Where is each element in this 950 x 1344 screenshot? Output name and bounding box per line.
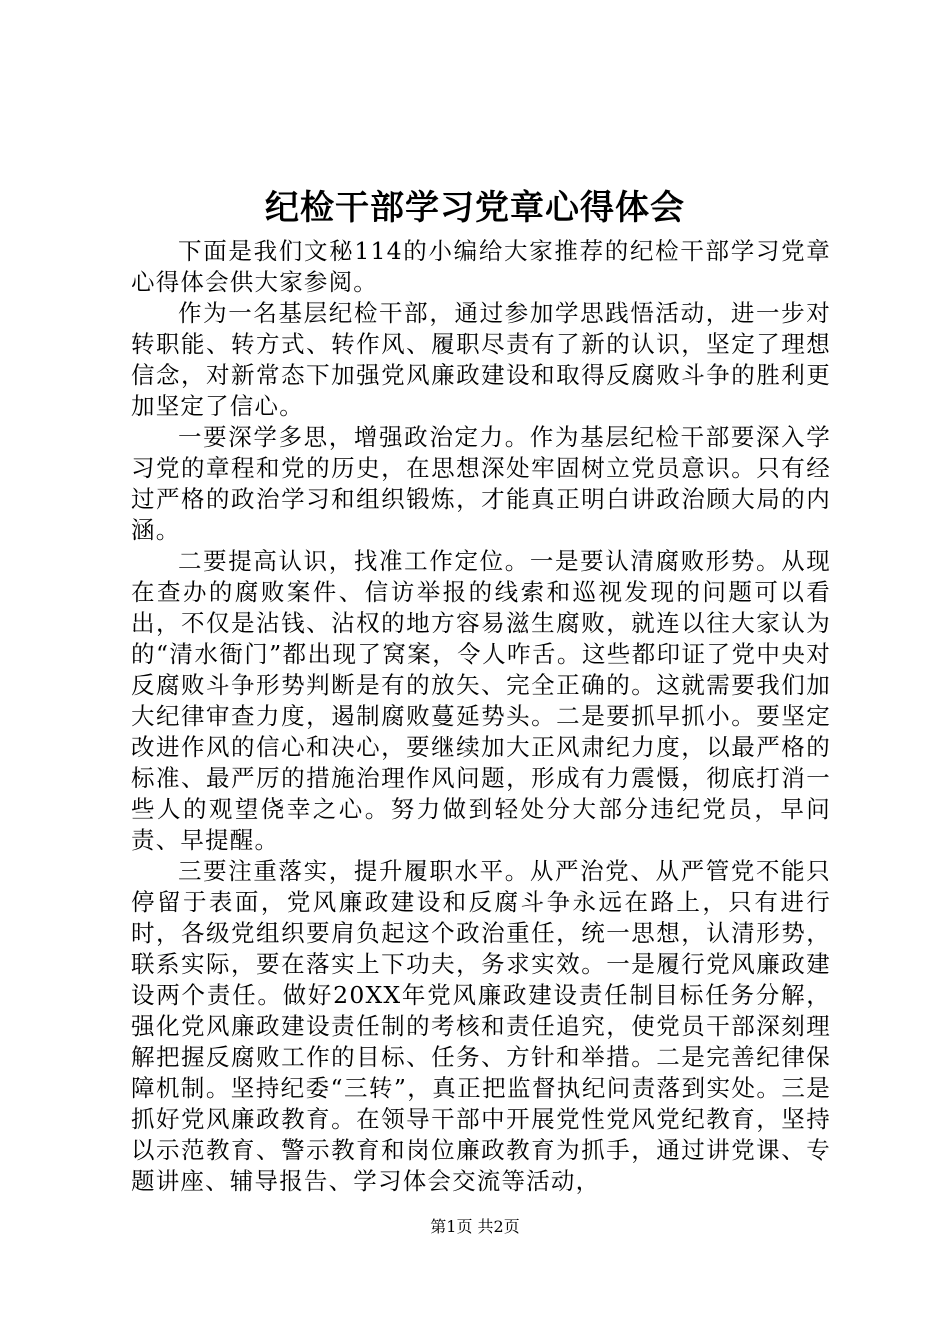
paragraph-point-two: 二要提高认识，找准工作定位。一是要认清腐败形势。从现在查办的腐败案件、信访举报的线索和巡视发现的问题可以看出，不仅是沾钱、沾权的地方容易滋生腐败，就连以往大家认为的“清水衙门”都出现了窝案，令人咋舌。这些都印证了党中央对反腐败斗争形势判断是有的放矢、完全正确的。这就需要我们加大纪律审查力度，遏制腐败蔓延势头。二是要抓早抓小。要坚定改进作风的信心和决心，要继续加大正风肃纪力度，以最严格的标准、最严厉的措施治理作风问题，形成有力震慑，彻底打消一些人的观望侥幸之心。努力做到轻处分大部分违纪党员，早问责、早提醒。 — [131, 547, 831, 854]
paragraph-background: 作为一名基层纪检干部，通过参加学思践悟活动，进一步对转职能、转方式、转作风、履职尽责有了新的认识，坚定了理想信念，对新常态下加强党风廉政建设和取得反腐败斗争的胜利更加坚定了信心。 — [131, 299, 831, 420]
page-number-footer: 第1页 共2页 — [430, 1217, 520, 1236]
document-body — [131, 236, 831, 1197]
document-title: 纪检干部学习党章心得体会 — [265, 188, 685, 228]
paragraph-point-three: 三要注重落实，提升履职水平。从严治党、从严管党不能只停留于表面，党风廉政建设和反腐斗争永远在路上，只有进行时，各级党组织要肩负起这个政治重任，统一思想，认清形势，联系实际，要在落实上下功夫，务求实效。一是履行党风廉政建设两个责任。做好20XX年党风廉政建设责任制目标任务分解，强化党风廉政建设责任制的考核和责任追究，使党员干部深刻理解把握反腐败工作的目标、任务、方针和举措。二是完善纪律保障机制。坚持纪委“三转”，真正把监督执纪问责落到实处。三是抓好党风廉政教育。在领导干部中开展党性党风党纪教育，坚持以示范教育、警示教育和岗位廉政教育为抓手，通过讲党课、专题讲座、辅导报告、学习体会交流等活动， — [131, 857, 831, 1195]
paragraph-intro: 下面是我们文秘114的小编给大家推荐的纪检干部学习党章心得体会供大家参阅。 — [131, 237, 831, 296]
paragraph-point-one: 一要深学多思，增强政治定力。作为基层纪检干部要深入学习党的章程和党的历史，在思想深处牢固树立党员意识。只有经过严格的政治学习和组织锻炼，才能真正明白讲政治顾大局的内涵。 — [131, 423, 831, 544]
